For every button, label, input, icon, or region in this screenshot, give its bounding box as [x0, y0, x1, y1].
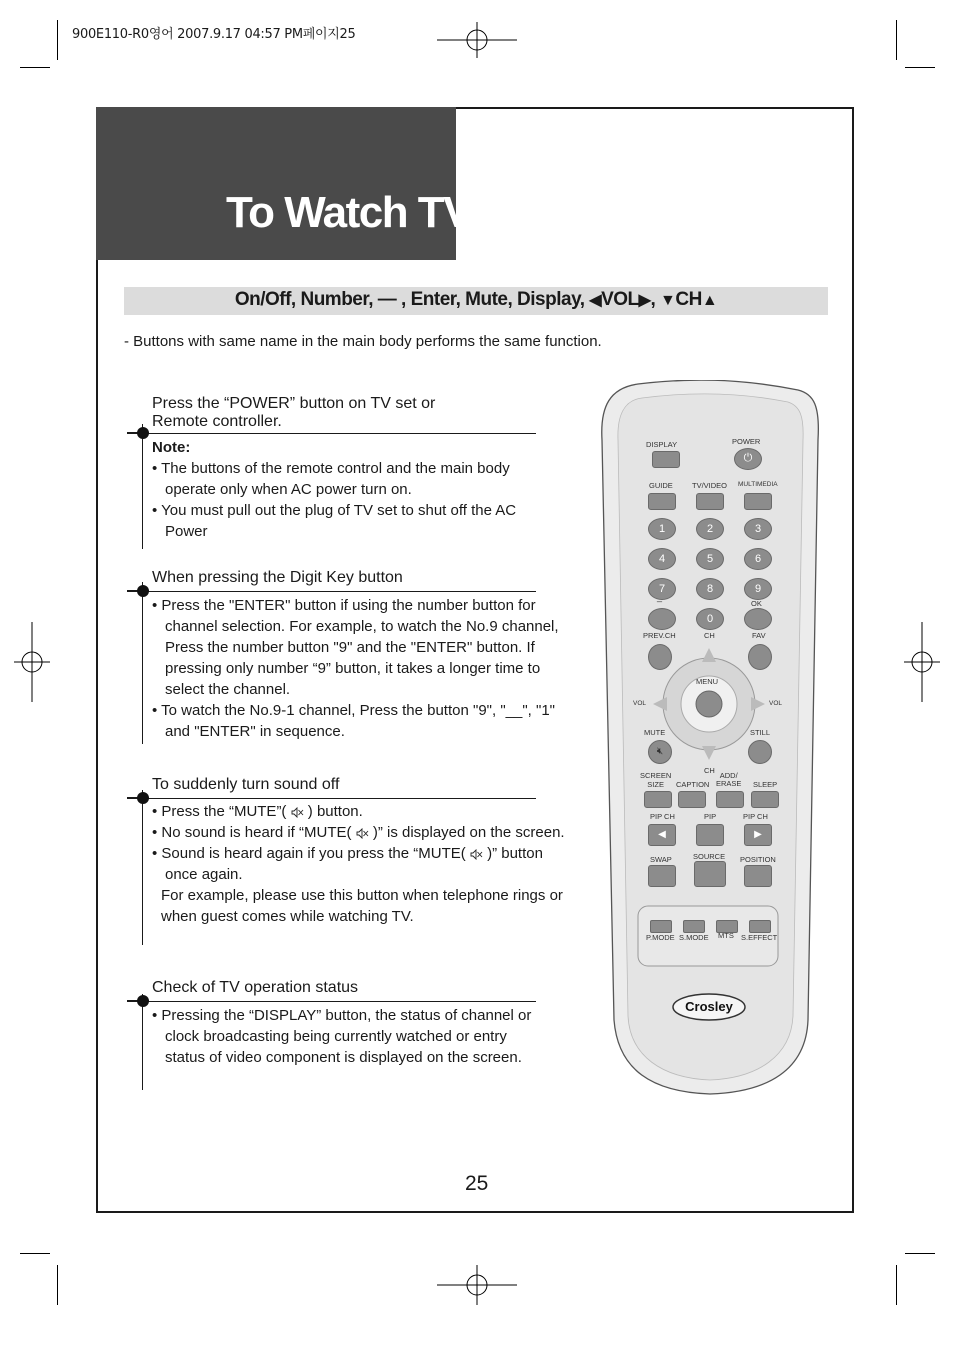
section-rule-horizontal: [142, 1001, 536, 1002]
remote-digit-button: 2: [696, 518, 724, 540]
remote-label-position: POSITION: [740, 855, 776, 864]
status-bullet: • Pressing the “DISPLAY” button, the status of channel or clock broadcasting being currently watched or entry status of video component is displayed on the screen.: [152, 1007, 532, 1066]
remote-screen-size-button: [644, 791, 672, 808]
triangle-down-icon: ▼: [660, 292, 676, 309]
remote-tv-video-button: [696, 493, 724, 510]
triangle-left-icon: ◀: [589, 292, 602, 309]
mute-bullet: [152, 822, 572, 843]
crop-mark: [896, 1265, 897, 1305]
mute-bullet-text: )” button once again.: [165, 845, 543, 883]
remote-label-vol-right: VOL: [769, 700, 783, 707]
mute-bullet: [152, 801, 572, 822]
section-mute-title: To suddenly turn sound off: [152, 776, 340, 793]
section-dot-icon: [137, 995, 149, 1007]
remote-prev-ch-button: [648, 644, 672, 670]
remote-fav-button: [748, 644, 772, 670]
crop-mark: [896, 20, 897, 60]
remote-label-prev-ch: PREV.CH: [643, 631, 676, 640]
remote-label-swap: SWAP: [650, 855, 672, 864]
crop-mark: [57, 1265, 58, 1305]
remote-digit-button: 6: [744, 548, 772, 570]
registration-mark-left: [14, 622, 50, 702]
remote-p-mode-button: [650, 920, 672, 933]
mute-bullet-text: • Press the “MUTE”(: [152, 803, 287, 820]
digit-bullet: • Press the "ENTER" button if using the number button for channel selection. For example, to watch the No.9 channel, Press the number button "9" and the "ENTER" button. If pressing only number “9” button, it takes a longer time to select the channel.: [152, 597, 559, 698]
subheading-vol: VOL: [601, 289, 639, 310]
remote-label-dash: _: [657, 592, 663, 602]
remote-sleep-button: [751, 791, 779, 808]
remote-label-erase: ERASE: [716, 779, 742, 788]
mute-icon: [356, 828, 369, 839]
crop-mark: [905, 67, 935, 68]
section-dot-icon: [137, 585, 149, 597]
remote-label-fav: FAV: [752, 631, 766, 640]
subheading-text: On/Off, Number, — , Enter, Mute, Display,: [234, 289, 590, 310]
section-dot-icon: [137, 792, 149, 804]
remote-label-pip-ch-left: PIP CH: [650, 812, 675, 821]
remote-label-ch-down: CH: [704, 766, 715, 775]
intro-text: - Buttons with same name in the main body performs the same function.: [124, 333, 602, 350]
remote-add-erase-button: [716, 791, 744, 808]
remote-label-pip-ch-right: PIP CH: [743, 812, 768, 821]
section-rule-vertical: [142, 994, 143, 1090]
remote-label-guide: GUIDE: [649, 481, 673, 490]
remote-label-power: POWER: [732, 437, 761, 446]
note-bullet: • The buttons of the remote control and the main body operate only when AC power turn on.: [152, 460, 510, 498]
remote-label-display: DISPLAY: [646, 440, 678, 449]
section-dot-icon: [137, 427, 149, 439]
remote-mute-icon: 🔇︎: [648, 740, 672, 764]
remote-pip-button: [696, 824, 724, 846]
remote-source-button: [694, 861, 726, 887]
crosley-logo: Crosley: [685, 999, 733, 1014]
section-digit-title: When pressing the Digit Key button: [152, 569, 403, 586]
section-mute-body: [152, 801, 572, 927]
crop-mark: [57, 20, 58, 60]
section-status-title: Check of TV operation status: [152, 979, 359, 996]
crop-mark: [20, 1253, 50, 1254]
triangle-right-icon: ▶: [638, 292, 651, 309]
remote-digit-button: 5: [696, 548, 724, 570]
section-power-title-line1: Press the “POWER” button on TV set or: [152, 395, 436, 412]
section-rule-vertical: [142, 582, 143, 744]
remote-label-source: SOURCE: [693, 852, 726, 861]
remote-s-effect-button: [749, 920, 771, 933]
note-label: Note:: [152, 439, 191, 456]
remote-label-ch-up: CH: [704, 631, 715, 640]
remote-label-menu: MENU: [696, 677, 719, 686]
remote-digit-button: 8: [696, 578, 724, 600]
section-digit-body: [152, 595, 570, 742]
triangle-up-icon: ▲: [701, 292, 718, 309]
mute-bullet-text: • Sound is heard again if you press the “MUTE(: [152, 845, 466, 862]
print-header: 900E110-R0영어 2007.9.17 04:57 PM페이지25: [72, 27, 356, 42]
section-rule-vertical: [142, 424, 143, 549]
remote-caption-button: [678, 791, 706, 808]
pip-ch-left-icon: ◀: [648, 824, 676, 846]
remote-label-vol-left: VOL: [633, 700, 647, 707]
remote-digit-button: 7: [648, 578, 676, 600]
remote-label-p-mode: P.MODE: [646, 933, 675, 942]
remote-display-button: [652, 451, 680, 468]
digit-bullet: • To watch the No.9-1 channel, Press the button "9", "__", "1" and "ENTER" in sequence.: [152, 702, 555, 740]
remote-label-screen: SCREEN: [640, 771, 672, 780]
section-rule-horizontal: [142, 591, 536, 592]
subheading: [124, 289, 828, 311]
pip-ch-right-icon: ▶: [744, 824, 772, 846]
mute-bullet-text: )” is displayed on the screen.: [372, 824, 565, 841]
remote-swap-button: [648, 865, 676, 887]
remote-label-s-effect: S.EFFECT: [741, 933, 778, 942]
subheading-ch: CH: [675, 289, 702, 310]
remote-label-add: ADD/: [719, 771, 738, 780]
page-title: To Watch TV: [226, 188, 472, 237]
registration-mark-right: [904, 622, 940, 702]
remote-label-mts: MTS: [718, 931, 734, 940]
crop-mark: [905, 1253, 935, 1254]
registration-mark-top: [437, 22, 517, 58]
remote-label-s-mode: S.MODE: [679, 933, 709, 942]
remote-still-button: [748, 740, 772, 764]
remote-s-mode-button: [683, 920, 705, 933]
remote-digit-button: 3: [744, 518, 772, 540]
note-bullet: • You must pull out the plug of TV set to shut off the AC Power: [152, 502, 517, 540]
section-rule-horizontal: [142, 798, 536, 799]
remote-digit-button: 4: [648, 548, 676, 570]
remote-label-add-erase: [716, 772, 741, 788]
remote-label-size: SIZE: [647, 780, 664, 789]
crop-mark: [20, 67, 50, 68]
remote-label-sleep: SLEEP: [753, 780, 778, 789]
page-number: 25: [465, 1172, 489, 1195]
section-power-title-line2: Remote controller.: [152, 413, 282, 430]
remote-digit-button: 1: [648, 518, 676, 540]
section-power-title: [152, 395, 435, 431]
mute-bullet-text: • No sound is heard if “MUTE(: [152, 824, 352, 841]
section-rule-vertical: [142, 790, 143, 945]
subheading-separator: ,: [650, 289, 661, 310]
section-status-body: [152, 1005, 532, 1068]
remote-ok-button: [744, 608, 772, 630]
remote-multimedia-button: [744, 493, 772, 510]
mute-example: For example, please use this button when telephone rings or when guest comes while watching TV.: [161, 887, 563, 925]
registration-mark-bottom: [437, 1265, 517, 1305]
remote-digit-button: 9: [744, 578, 772, 600]
remote-label-screen-size: [640, 771, 671, 789]
section-power-body: [152, 437, 530, 542]
remote-digit-button: 0: [696, 608, 724, 630]
remote-dash-button: [648, 608, 676, 630]
remote-control-illustration: [598, 380, 822, 1096]
remote-position-button: [744, 865, 772, 887]
mute-bullet: [152, 843, 572, 885]
remote-label-caption: CAPTION: [676, 780, 710, 789]
mute-bullet-text: ) button.: [307, 803, 363, 820]
remote-label-pip: PIP: [704, 812, 717, 821]
section-rule-horizontal: [142, 433, 536, 434]
remote-label-still: STILL: [750, 728, 771, 737]
power-icon: ⏻: [734, 448, 762, 470]
remote-label-multimedia: MULTIMEDIA: [738, 481, 778, 488]
mute-icon: [291, 807, 304, 818]
remote-label-ok: OK: [751, 599, 762, 608]
mute-icon: [470, 849, 483, 860]
remote-label-tv-video: TV/VIDEO: [692, 481, 728, 490]
remote-guide-button: [648, 493, 676, 510]
remote-label-mute: MUTE: [644, 728, 666, 737]
